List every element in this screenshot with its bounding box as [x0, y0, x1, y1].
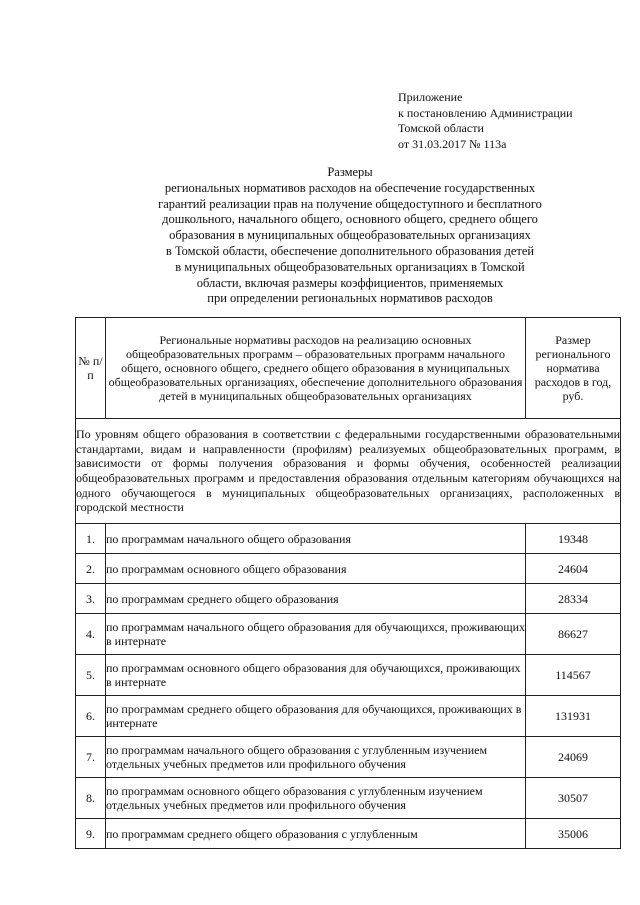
row-name: по программам начального общего образования с углубленным изучением отдельных учебных предметов или профильного обучения	[106, 737, 526, 778]
row-name: по программам начального общего образования	[106, 524, 526, 554]
title-line: образования в муниципальных общеобразовательных организациях	[169, 228, 531, 243]
row-name: по программам основного общего образования с углубленным изучением отдельных учебных предметов или профильного обучения	[106, 778, 526, 819]
appendix-block	[398, 90, 573, 152]
row-number: 6.	[76, 696, 106, 737]
row-value: 24604	[526, 554, 621, 584]
table-row	[76, 819, 621, 849]
table-row	[76, 778, 621, 819]
document-title	[80, 165, 620, 307]
header-norm-name: Региональные нормативы расходов на реализацию основных общеобразовательных программ – образовательных программ начального общего, основного общего, среднего общего образования в муниципальных общеобразовательных организациях, обеспечение дополнительного образования детей в муниципальных общеобразовательных организациях	[106, 318, 526, 419]
header-number: № п/п	[76, 318, 106, 419]
row-value: 86627	[526, 614, 621, 655]
title-line: Размеры	[327, 165, 373, 179]
appendix-line: к постановлению Администрации	[398, 105, 573, 120]
table-header-row	[76, 318, 621, 419]
row-value: 35006	[526, 819, 621, 849]
row-name: по программам среднего общего образования	[106, 584, 526, 614]
row-number: 2.	[76, 554, 106, 584]
row-name: по программам основного общего образования	[106, 554, 526, 584]
row-number: 8.	[76, 778, 106, 819]
table-row	[76, 655, 621, 696]
row-value: 19348	[526, 524, 621, 554]
table-row	[76, 737, 621, 778]
row-value: 24069	[526, 737, 621, 778]
row-number: 7.	[76, 737, 106, 778]
row-name: по программам среднего общего образования с углубленным	[106, 819, 526, 849]
row-name: по программам основного общего образования для обучающихся, проживающих в интернате	[106, 655, 526, 696]
title-line: в Томской области, обеспечение дополнительного образования детей	[165, 243, 535, 258]
section-description: По уровням общего образования в соответствии с федеральными государственными образовательными стандартами, видам и направленности (профилям) реализуемых общеобразовательных программ, в зависимости от формы получения образования и формы обучения, особенностей реализации общеобразовательных программ и предоставления образования отдельным категориям обучающихся на одного обучающегося в муниципальных общеобразовательных организациях, расположенных в городской местности	[76, 419, 621, 524]
norms-table	[75, 317, 621, 849]
row-number: 4.	[76, 614, 106, 655]
row-value: 131931	[526, 696, 621, 737]
table-row	[76, 614, 621, 655]
row-name: по программам начального общего образования для обучающихся, проживающих в интернате	[106, 614, 526, 655]
row-number: 3.	[76, 584, 106, 614]
table-row	[76, 584, 621, 614]
row-value: 30507	[526, 778, 621, 819]
row-number: 1.	[76, 524, 106, 554]
appendix-date-line: от 31.03.2017 № 113а	[398, 136, 507, 151]
title-line: области, включая размеры коэффициентов, применяемых	[196, 275, 504, 290]
appendix-line: Томской области	[398, 121, 484, 135]
row-number: 5.	[76, 655, 106, 696]
header-norm-value: Размер регионального норматива расходов в год, руб.	[526, 318, 621, 419]
title-line: при определении региональных нормативов расходов	[207, 291, 493, 306]
table-row	[76, 696, 621, 737]
appendix-line: Приложение	[398, 90, 463, 104]
title-line: в муниципальных общеобразовательных организациях в Томской	[175, 259, 525, 274]
title-line: гарантий реализации прав на получение общедоступного и бесплатного	[158, 196, 542, 211]
row-number: 9.	[76, 819, 106, 849]
row-name: по программам среднего общего образования для обучающихся, проживающих в интернате	[106, 696, 526, 737]
title-line: дошкольного, начального общего, основного общего, среднего общего	[162, 212, 538, 227]
row-value: 28334	[526, 584, 621, 614]
section-row	[76, 419, 621, 524]
table-row	[76, 524, 621, 554]
title-line: региональных нормативов расходов на обеспечение государственных	[164, 180, 536, 195]
table-row	[76, 554, 621, 584]
row-value: 114567	[526, 655, 621, 696]
